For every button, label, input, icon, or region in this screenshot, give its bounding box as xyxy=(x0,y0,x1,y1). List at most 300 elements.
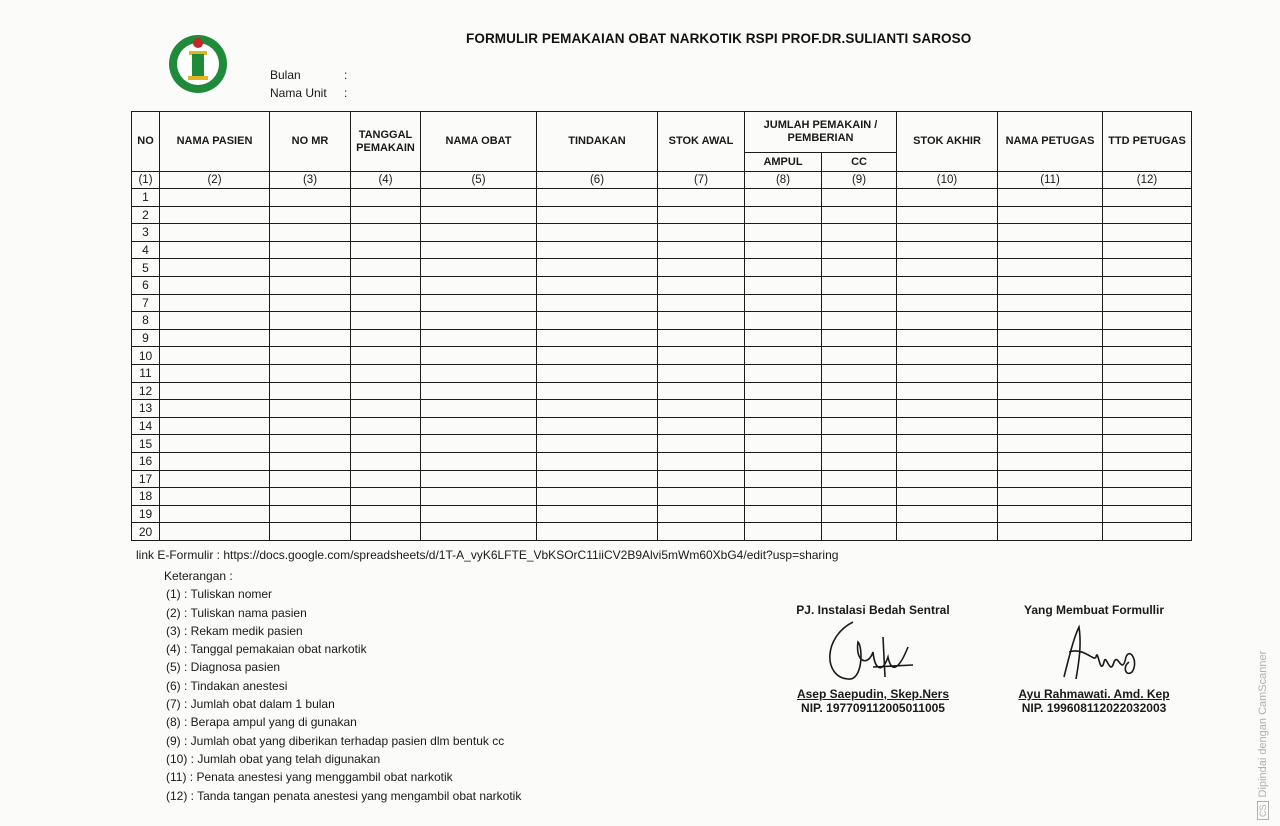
table-cell[interactable] xyxy=(822,452,897,470)
table-cell[interactable] xyxy=(658,206,745,224)
form-title: FORMULIR PEMAKAIAN OBAT NARKOTIK RSPI PROF.DR.SULIANTI SAROSO xyxy=(466,31,972,46)
table-cell[interactable] xyxy=(1103,505,1192,523)
table-cell[interactable] xyxy=(1103,276,1192,294)
table-cell[interactable] xyxy=(745,241,822,259)
row-number: 1 xyxy=(132,189,160,207)
table-cell[interactable] xyxy=(270,470,351,488)
table-cell[interactable] xyxy=(745,364,822,382)
table-cell[interactable] xyxy=(351,347,421,365)
table-row xyxy=(132,224,1192,242)
table-cell[interactable] xyxy=(998,382,1103,400)
table-cell[interactable] xyxy=(1103,470,1192,488)
table-cell[interactable] xyxy=(998,347,1103,365)
table-cell[interactable] xyxy=(1103,417,1192,435)
signature-block-right xyxy=(1004,603,1184,715)
table-cell[interactable] xyxy=(745,329,822,347)
table-cell[interactable] xyxy=(1103,347,1192,365)
column-number-row xyxy=(132,172,1192,189)
row-number: 19 xyxy=(132,505,160,523)
signature-left-nip: NIP. 197709112005011005 xyxy=(801,701,945,715)
table-cell[interactable] xyxy=(351,224,421,242)
row-number: 2 xyxy=(132,206,160,224)
table-cell[interactable] xyxy=(421,505,537,523)
table-cell[interactable] xyxy=(897,470,998,488)
table-cell[interactable] xyxy=(822,382,897,400)
note-item: (10) : Jumlah obat yang telah digunakan xyxy=(166,751,381,766)
table-cell[interactable] xyxy=(822,206,897,224)
table-cell[interactable] xyxy=(537,276,658,294)
table-cell[interactable] xyxy=(745,470,822,488)
table-cell[interactable] xyxy=(897,206,998,224)
header-nama-obat: NAMA OBAT xyxy=(421,112,537,172)
table-cell[interactable] xyxy=(1103,382,1192,400)
table-cell[interactable] xyxy=(351,417,421,435)
table-row xyxy=(132,364,1192,382)
column-number: (9) xyxy=(822,172,897,189)
table-cell[interactable] xyxy=(351,382,421,400)
table-cell[interactable] xyxy=(160,452,270,470)
table-cell[interactable] xyxy=(270,382,351,400)
header-tanggal-pemakain: TANGGAL PEMAKAIN xyxy=(351,112,421,172)
table-cell[interactable] xyxy=(421,417,537,435)
table-cell[interactable] xyxy=(658,189,745,207)
table-cell[interactable] xyxy=(745,259,822,277)
table-cell[interactable] xyxy=(658,364,745,382)
table-cell[interactable] xyxy=(658,294,745,312)
table-row xyxy=(132,329,1192,347)
table-cell[interactable] xyxy=(421,206,537,224)
table-cell[interactable] xyxy=(998,488,1103,506)
table-cell[interactable] xyxy=(822,400,897,418)
table-cell[interactable] xyxy=(270,189,351,207)
table-cell[interactable] xyxy=(270,259,351,277)
table-cell[interactable] xyxy=(270,276,351,294)
table-cell[interactable] xyxy=(897,400,998,418)
table-cell[interactable] xyxy=(998,417,1103,435)
table-cell[interactable] xyxy=(1103,364,1192,382)
table-row xyxy=(132,417,1192,435)
table-cell[interactable] xyxy=(658,241,745,259)
table-cell[interactable] xyxy=(537,452,658,470)
table-cell[interactable] xyxy=(351,470,421,488)
table-cell[interactable] xyxy=(1103,400,1192,418)
table-cell[interactable] xyxy=(1103,435,1192,453)
table-cell[interactable] xyxy=(822,294,897,312)
table-cell[interactable] xyxy=(998,276,1103,294)
table-cell[interactable] xyxy=(537,241,658,259)
table-cell[interactable] xyxy=(160,294,270,312)
header-no: NO xyxy=(132,112,160,172)
nama-unit-label: Nama Unit xyxy=(270,86,327,100)
table-cell[interactable] xyxy=(160,505,270,523)
note-item: (8) : Berapa ampul yang di gunakan xyxy=(166,715,357,730)
row-number: 4 xyxy=(132,241,160,259)
signature-block-left xyxy=(788,603,958,715)
table-cell[interactable] xyxy=(160,329,270,347)
table-cell[interactable] xyxy=(745,347,822,365)
table-cell[interactable] xyxy=(351,435,421,453)
table-cell[interactable] xyxy=(658,259,745,277)
table-cell[interactable] xyxy=(160,312,270,330)
table-cell[interactable] xyxy=(897,382,998,400)
table-cell[interactable] xyxy=(351,206,421,224)
table-cell[interactable] xyxy=(998,435,1103,453)
table-cell[interactable] xyxy=(745,206,822,224)
table-cell[interactable] xyxy=(537,523,658,541)
table-row xyxy=(132,523,1192,541)
row-number: 20 xyxy=(132,523,160,541)
table-cell[interactable] xyxy=(160,259,270,277)
table-cell[interactable] xyxy=(822,189,897,207)
table-cell[interactable] xyxy=(897,417,998,435)
row-number: 5 xyxy=(132,259,160,277)
table-cell[interactable] xyxy=(745,382,822,400)
row-number: 14 xyxy=(132,417,160,435)
table-cell[interactable] xyxy=(897,488,998,506)
table-cell[interactable] xyxy=(351,189,421,207)
table-cell[interactable] xyxy=(537,329,658,347)
header-cc: CC xyxy=(822,153,897,172)
table-cell[interactable] xyxy=(897,505,998,523)
signature-right-nip: NIP. 199608112022032003 xyxy=(1021,701,1167,715)
form-table xyxy=(131,111,1192,541)
table-cell[interactable] xyxy=(421,312,537,330)
table-cell[interactable] xyxy=(351,241,421,259)
table-cell[interactable] xyxy=(822,347,897,365)
table-cell[interactable] xyxy=(351,523,421,541)
note-item: (1) : Tuliskan nomer xyxy=(166,587,273,602)
table-cell[interactable] xyxy=(160,470,270,488)
table-cell[interactable] xyxy=(351,400,421,418)
table-cell[interactable] xyxy=(160,435,270,453)
table-row xyxy=(132,189,1192,207)
row-number: 7 xyxy=(132,294,160,312)
table-cell[interactable] xyxy=(1103,189,1192,207)
table-cell[interactable] xyxy=(897,259,998,277)
table-cell[interactable] xyxy=(658,452,745,470)
table-cell[interactable] xyxy=(421,364,537,382)
table-cell[interactable] xyxy=(998,400,1103,418)
table-cell[interactable] xyxy=(270,224,351,242)
table-cell[interactable] xyxy=(421,435,537,453)
table-cell[interactable] xyxy=(537,294,658,312)
table-cell[interactable] xyxy=(822,505,897,523)
table-cell[interactable] xyxy=(745,452,822,470)
table-cell[interactable] xyxy=(160,382,270,400)
form-table-body xyxy=(132,172,1192,541)
table-cell[interactable] xyxy=(270,347,351,365)
note-item: (4) : Tanggal pemakaian obat narkotik xyxy=(166,642,367,657)
table-cell[interactable] xyxy=(270,488,351,506)
table-cell[interactable] xyxy=(270,523,351,541)
table-cell[interactable] xyxy=(1103,259,1192,277)
table-cell[interactable] xyxy=(822,224,897,242)
header-nama-pasien: NAMA PASIEN xyxy=(160,112,270,172)
table-cell[interactable] xyxy=(658,347,745,365)
table-cell[interactable] xyxy=(421,470,537,488)
table-cell[interactable] xyxy=(537,417,658,435)
table-cell[interactable] xyxy=(351,259,421,277)
table-cell[interactable] xyxy=(537,312,658,330)
table-cell[interactable] xyxy=(658,312,745,330)
table-cell[interactable] xyxy=(822,435,897,453)
column-number: (7) xyxy=(658,172,745,189)
table-row xyxy=(132,294,1192,312)
table-cell[interactable] xyxy=(351,488,421,506)
row-number: 13 xyxy=(132,400,160,418)
table-cell[interactable] xyxy=(421,259,537,277)
table-cell[interactable] xyxy=(998,329,1103,347)
table-cell[interactable] xyxy=(745,523,822,541)
row-number: 15 xyxy=(132,435,160,453)
table-cell[interactable] xyxy=(658,276,745,294)
table-cell[interactable] xyxy=(822,329,897,347)
table-cell[interactable] xyxy=(998,452,1103,470)
table-cell[interactable] xyxy=(537,382,658,400)
bulan-row xyxy=(270,66,347,84)
table-cell[interactable] xyxy=(270,312,351,330)
table-cell[interactable] xyxy=(897,329,998,347)
header-nama-petugas: NAMA PETUGAS xyxy=(998,112,1103,172)
header-stok-akhir: STOK AKHIR xyxy=(897,112,998,172)
table-cell[interactable] xyxy=(658,417,745,435)
table-cell[interactable] xyxy=(270,294,351,312)
table-cell[interactable] xyxy=(421,294,537,312)
table-cell[interactable] xyxy=(1103,452,1192,470)
notes-list xyxy=(166,585,521,805)
table-cell[interactable] xyxy=(998,523,1103,541)
table-cell[interactable] xyxy=(537,435,658,453)
table-cell[interactable] xyxy=(421,523,537,541)
table-cell[interactable] xyxy=(1103,329,1192,347)
table-cell[interactable] xyxy=(998,259,1103,277)
table-cell[interactable] xyxy=(658,382,745,400)
table-cell[interactable] xyxy=(421,400,537,418)
table-cell[interactable] xyxy=(822,312,897,330)
column-number: (11) xyxy=(998,172,1103,189)
camscanner-badge: CS xyxy=(1257,801,1269,820)
signature-right-role: Yang Membuat Formullir xyxy=(1023,603,1164,617)
table-cell[interactable] xyxy=(537,505,658,523)
table-cell[interactable] xyxy=(270,452,351,470)
table-cell[interactable] xyxy=(421,224,537,242)
table-cell[interactable] xyxy=(160,276,270,294)
table-cell[interactable] xyxy=(1103,312,1192,330)
table-cell[interactable] xyxy=(658,488,745,506)
row-number: 16 xyxy=(132,452,160,470)
table-cell[interactable] xyxy=(745,488,822,506)
table-cell[interactable] xyxy=(897,523,998,541)
table-cell[interactable] xyxy=(537,224,658,242)
table-cell[interactable] xyxy=(537,206,658,224)
table-cell[interactable] xyxy=(351,505,421,523)
row-number: 10 xyxy=(132,347,160,365)
table-cell[interactable] xyxy=(745,294,822,312)
column-number: (3) xyxy=(270,172,351,189)
row-number: 11 xyxy=(132,364,160,382)
nama-unit-colon: : xyxy=(344,86,348,100)
table-cell[interactable] xyxy=(270,417,351,435)
table-cell[interactable] xyxy=(822,259,897,277)
table-cell[interactable] xyxy=(1103,523,1192,541)
table-cell[interactable] xyxy=(351,294,421,312)
table-cell[interactable] xyxy=(160,347,270,365)
table-cell[interactable] xyxy=(351,452,421,470)
table-cell[interactable] xyxy=(658,435,745,453)
table-cell[interactable] xyxy=(351,312,421,330)
column-number: (8) xyxy=(745,172,822,189)
table-cell[interactable] xyxy=(421,241,537,259)
table-cell[interactable] xyxy=(537,189,658,207)
table-cell[interactable] xyxy=(897,224,998,242)
table-cell[interactable] xyxy=(160,206,270,224)
table-cell[interactable] xyxy=(1103,241,1192,259)
table-cell[interactable] xyxy=(998,312,1103,330)
table-cell[interactable] xyxy=(421,382,537,400)
e-form-link[interactable]: link E-Formulir : https://docs.google.com/spreadsheets/d/1T-A_vyK6LFTE_VbKSOrC11iiCV2B9Alvi5mWm60XbG4/edit?usp=sharing xyxy=(136,548,839,562)
table-cell[interactable] xyxy=(1103,294,1192,312)
table-cell[interactable] xyxy=(822,488,897,506)
row-number: 3 xyxy=(132,224,160,242)
table-cell[interactable] xyxy=(822,364,897,382)
table-cell[interactable] xyxy=(270,364,351,382)
signature-left-role: PJ. Instalasi Bedah Sentral xyxy=(796,603,950,617)
table-cell[interactable] xyxy=(745,400,822,418)
table-cell[interactable] xyxy=(745,224,822,242)
signature-left-name: Asep Saepudin, Skep.Ners xyxy=(796,687,950,701)
table-row xyxy=(132,400,1192,418)
table-cell[interactable] xyxy=(822,417,897,435)
table-cell[interactable] xyxy=(270,505,351,523)
table-cell[interactable] xyxy=(160,364,270,382)
table-row xyxy=(132,259,1192,277)
table-row xyxy=(132,470,1192,488)
table-cell[interactable] xyxy=(897,241,998,259)
note-item: (9) : Jumlah obat yang diberikan terhadap pasien dlm bentuk cc xyxy=(166,733,505,748)
form-meta xyxy=(270,66,347,102)
table-cell[interactable] xyxy=(745,505,822,523)
table-cell[interactable] xyxy=(998,505,1103,523)
table-cell[interactable] xyxy=(270,241,351,259)
table-cell[interactable] xyxy=(421,329,537,347)
bulan-colon: : xyxy=(344,68,348,82)
table-cell[interactable] xyxy=(1103,206,1192,224)
table-cell[interactable] xyxy=(998,206,1103,224)
table-cell[interactable] xyxy=(897,347,998,365)
bulan-label: Bulan xyxy=(270,68,301,82)
table-cell[interactable] xyxy=(270,206,351,224)
table-cell[interactable] xyxy=(270,400,351,418)
table-cell[interactable] xyxy=(897,189,998,207)
table-cell[interactable] xyxy=(270,329,351,347)
table-cell[interactable] xyxy=(658,505,745,523)
table-cell[interactable] xyxy=(270,435,351,453)
table-cell[interactable] xyxy=(351,364,421,382)
table-cell[interactable] xyxy=(160,241,270,259)
table-cell[interactable] xyxy=(658,470,745,488)
table-cell[interactable] xyxy=(745,435,822,453)
table-cell[interactable] xyxy=(745,189,822,207)
table-row xyxy=(132,347,1192,365)
table-cell[interactable] xyxy=(897,276,998,294)
table-cell[interactable] xyxy=(537,347,658,365)
header-ttd-petugas: TTD PETUGAS xyxy=(1103,112,1192,172)
table-cell[interactable] xyxy=(897,435,998,453)
table-cell[interactable] xyxy=(998,224,1103,242)
hospital-logo xyxy=(168,32,228,96)
table-cell[interactable] xyxy=(998,294,1103,312)
note-item: (11) : Penata anestesi yang menggambil obat narkotik xyxy=(166,770,453,785)
table-cell[interactable] xyxy=(421,276,537,294)
table-cell[interactable] xyxy=(822,276,897,294)
table-cell[interactable] xyxy=(745,312,822,330)
table-cell[interactable] xyxy=(658,400,745,418)
table-cell[interactable] xyxy=(1103,488,1192,506)
table-cell[interactable] xyxy=(897,312,998,330)
row-number: 6 xyxy=(132,276,160,294)
table-cell[interactable] xyxy=(421,347,537,365)
table-cell[interactable] xyxy=(160,189,270,207)
table-cell[interactable] xyxy=(421,452,537,470)
table-row xyxy=(132,276,1192,294)
table-cell[interactable] xyxy=(998,470,1103,488)
table-cell[interactable] xyxy=(822,470,897,488)
table-cell[interactable] xyxy=(658,523,745,541)
table-cell[interactable] xyxy=(160,417,270,435)
table-cell[interactable] xyxy=(1103,224,1192,242)
table-cell[interactable] xyxy=(537,400,658,418)
signature-right-name: Ayu Rahmawati. Amd. Kep xyxy=(1018,687,1170,701)
table-cell[interactable] xyxy=(421,488,537,506)
header-ampul: AMPUL xyxy=(745,153,822,172)
header-no-mr: NO MR xyxy=(270,112,351,172)
table-cell[interactable] xyxy=(537,259,658,277)
table-cell[interactable] xyxy=(351,329,421,347)
table-cell[interactable] xyxy=(537,488,658,506)
table-cell[interactable] xyxy=(160,488,270,506)
table-row xyxy=(132,452,1192,470)
table-cell[interactable] xyxy=(897,364,998,382)
table-cell[interactable] xyxy=(998,364,1103,382)
notes-section xyxy=(164,567,521,805)
table-cell[interactable] xyxy=(998,241,1103,259)
table-cell[interactable] xyxy=(745,417,822,435)
column-number: (5) xyxy=(421,172,537,189)
table-cell[interactable] xyxy=(537,364,658,382)
table-cell[interactable] xyxy=(160,523,270,541)
table-cell[interactable] xyxy=(351,276,421,294)
table-cell[interactable] xyxy=(998,189,1103,207)
table-cell[interactable] xyxy=(537,470,658,488)
table-cell[interactable] xyxy=(160,400,270,418)
note-item: (2) : Tuliskan nama pasien xyxy=(166,605,307,620)
table-cell[interactable] xyxy=(658,224,745,242)
table-cell[interactable] xyxy=(897,452,998,470)
note-item: (7) : Jumlah obat dalam 1 bulan xyxy=(166,697,335,712)
camscanner-text: Dipindai dengan CamScanner xyxy=(1257,650,1269,798)
table-cell[interactable] xyxy=(745,276,822,294)
table-cell[interactable] xyxy=(658,329,745,347)
table-cell[interactable] xyxy=(822,523,897,541)
table-cell[interactable] xyxy=(421,189,537,207)
signature-right-scribble xyxy=(1034,617,1154,687)
table-cell[interactable] xyxy=(822,241,897,259)
table-cell[interactable] xyxy=(897,294,998,312)
row-number: 17 xyxy=(132,470,160,488)
table-row xyxy=(132,435,1192,453)
table-cell[interactable] xyxy=(160,224,270,242)
nama-unit-row xyxy=(270,84,347,102)
